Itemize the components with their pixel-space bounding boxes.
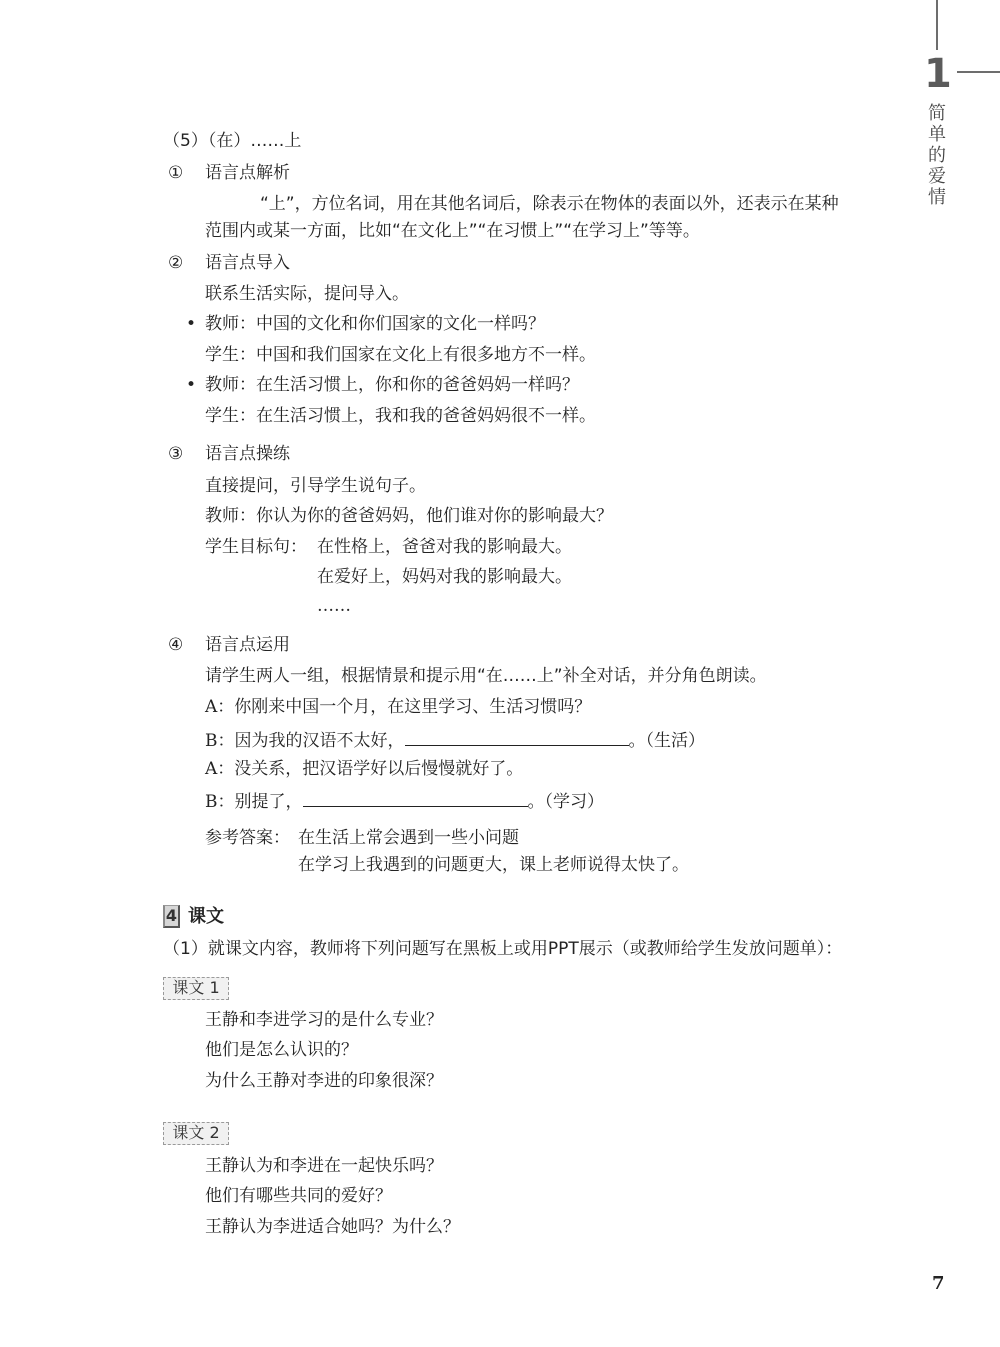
dialogue-line-1	[205, 696, 591, 718]
practice-title: 语言点操练	[205, 444, 290, 464]
practice-instruction: 直接提问，引导学生说句子。	[205, 476, 426, 496]
lesson-2-question-2: 他们有哪些共同的爱好？	[205, 1186, 392, 1206]
analysis-marker: ①	[168, 163, 184, 183]
lesson-tag-2: 课文 2	[163, 1122, 229, 1145]
dialogue-line-3	[205, 758, 523, 780]
lesson-1-question-1: 王静和李进学习的是什么专业？	[205, 1010, 443, 1030]
application-title: 语言点运用	[205, 635, 290, 655]
answer-1: 在生活上常会遇到一些小问题	[298, 828, 519, 848]
speaker-label: B：	[205, 731, 235, 751]
practice-target-ellipsis: ……	[317, 596, 351, 616]
speaker-label: A：	[205, 759, 235, 779]
intro-instruction: 联系生活实际，提问导入。	[205, 284, 409, 304]
bullet-icon: •	[186, 314, 197, 334]
intro-student-line-1: 学生：中国和我们国家在文化上有很多地方不一样。	[205, 345, 596, 365]
dialogue-text: 没关系，把汉语学好以后慢慢就好了。	[234, 759, 524, 779]
dialogue-line-2	[205, 727, 705, 752]
speaker-label: A：	[205, 697, 235, 717]
analysis-text-line-2: 范围内或某一方面，比如“在文化上”“在习惯上”“在学习上”等等。	[205, 221, 700, 241]
answer-label: 参考答案：	[205, 828, 290, 848]
practice-target-label: 学生目标句：	[205, 537, 307, 557]
lesson-1-question-3: 为什么王静对李进的印象很深？	[205, 1071, 443, 1091]
fill-in-blank	[405, 727, 629, 746]
lesson-2-question-1: 王静认为和李进在一起快乐吗？	[205, 1156, 443, 1176]
chapter-divider-horizontal	[957, 71, 1000, 73]
application-instruction: 请学生两人一组，根据情景和提示用“在……上”补全对话，并分角色朗读。	[205, 666, 767, 686]
fill-in-blank	[303, 788, 528, 807]
practice-target-1: 在性格上，爸爸对我的影响最大。	[317, 537, 572, 557]
dialogue-text: 你刚来中国一个月，在这里学习、生活习惯吗？	[234, 697, 592, 717]
practice-target-2: 在爱好上，妈妈对我的影响最大。	[317, 567, 572, 587]
lesson-1-question-2: 他们是怎么认识的？	[205, 1040, 358, 1060]
chapter-number: 1	[924, 51, 952, 97]
analysis-text-line-1: “上”，方位名词，用在其他名词后，除表示在物体的表面以外，还表示在某种	[260, 194, 839, 214]
lesson-2-question-3: 王静认为李进适合她吗？为什么？	[205, 1217, 460, 1237]
application-marker: ④	[168, 635, 184, 655]
intro-marker: ②	[168, 253, 184, 273]
intro-teacher-line-1: 教师：中国的文化和你们国家的文化一样吗？	[205, 314, 545, 334]
section-instruction: （1）就课文内容，教师将下列问题写在黑板上或用PPT展示（或教师给学生发放问题单）：	[163, 939, 843, 959]
page-number: 7	[932, 1273, 945, 1294]
speaker-label: B：	[205, 792, 235, 812]
intro-title: 语言点导入	[205, 253, 290, 273]
dialogue-line-4	[205, 788, 604, 813]
dialogue-hint: 。（学习）	[527, 792, 604, 812]
practice-marker: ③	[168, 444, 184, 464]
grammar-point-heading: （5）（在）……上	[163, 131, 302, 151]
intro-student-line-2: 学生：在生活习惯上，我和我的爸爸妈妈很不一样。	[205, 406, 596, 426]
section-number-badge: 4	[163, 905, 180, 928]
bullet-icon: •	[186, 375, 197, 395]
analysis-title: 语言点解析	[205, 163, 290, 183]
chapter-divider-vertical	[936, 0, 938, 50]
chapter-title: 简单的爱情	[925, 103, 946, 208]
dialogue-text: 别提了，	[234, 792, 303, 812]
dialogue-text: 因为我的汉语不太好，	[234, 731, 405, 751]
intro-teacher-line-2: 教师：在生活习惯上，你和你的爸爸妈妈一样吗？	[205, 375, 579, 395]
lesson-tag-1: 课文 1	[163, 977, 229, 1000]
dialogue-hint: 。（生活）	[628, 731, 705, 751]
section-title: 课文	[188, 906, 224, 927]
practice-teacher-line: 教师：你认为你的爸爸妈妈，他们谁对你的影响最大？	[205, 506, 613, 526]
answer-2: 在学习上我遇到的问题更大，课上老师说得太快了。	[298, 855, 689, 875]
